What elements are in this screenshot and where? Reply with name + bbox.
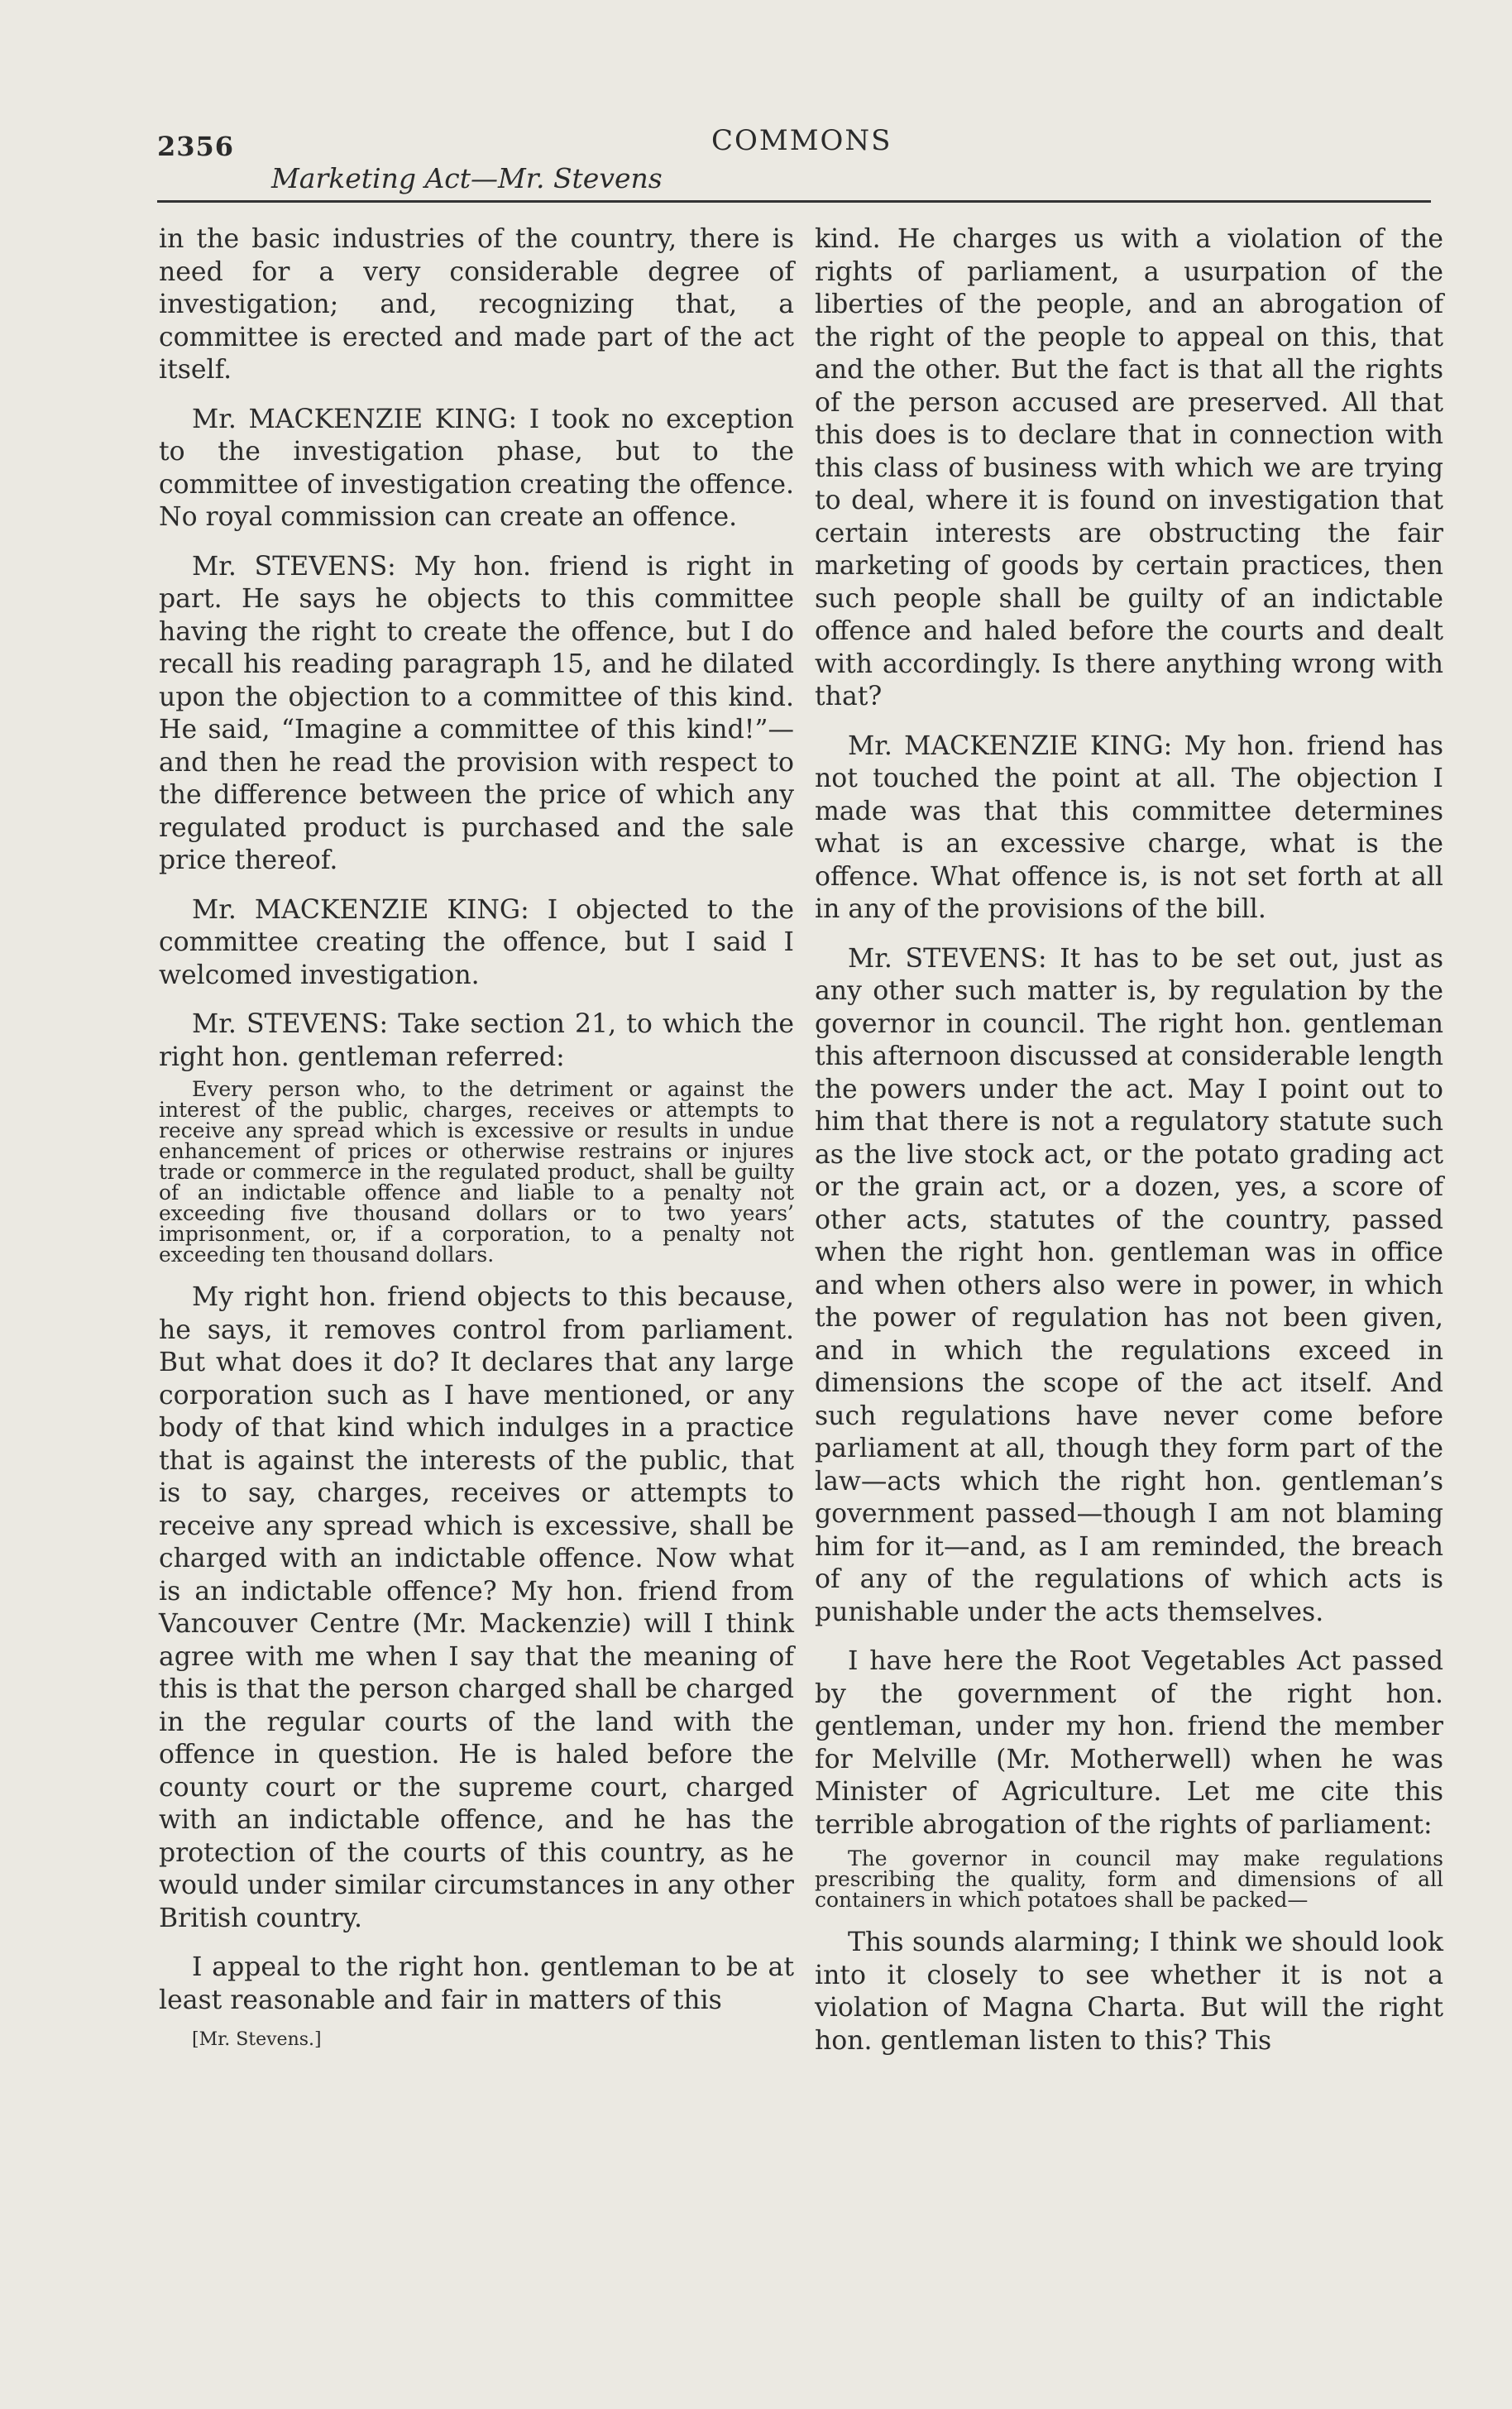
- speech-paragraph: Mr. STEVENS: It has to be set out, just as any other such matter is, by regulation by the governor in council. The right hon. gentleman this afternoon discussed at considerable length the powers under the act. May I point out to him that there is not a regulatory statute such as the live stock act, or the potato grading act or the grain act, or a dozen, yes, a score of other acts, statutes of the country, passed when the right hon. gentleman was in office and when others also were in power, in which the power of regulation has not been given, and in which the regulations exceed in dimensions the scope of the act itself. And such regulations have never come before parliament at all, though they form part of the law—acts which the right hon. gentleman’s government passed—though I am not blaming him for it—and, as I am reminded, the breach of any of the regulations of which acts is punishable under the acts themselves.: [815, 943, 1443, 1627]
- paragraph: My right hon. friend objects to this because, he says, it removes control from parliament. But what does it do? It declares that any large corporation such as I have mentioned, or any body of that kind which indulges in a practice that is against the interests of the public, that is to say, charges, receives or attempts to receive any spread which is excessive, shall be charged with an indictable offence. Now what is an indictable offence? My hon. friend from Vancouver Centre (Mr. Mackenzie) will I think agree with me when I say that the meaning of this is that the person charged shall be charged in the regular courts of the land with the offence in question. He is haled before the county court or the supreme court, charged with an indictable offence, and he has the protection of the courts of this country, as he would under similar circumstances in any other British country.: [159, 1282, 794, 1933]
- paragraph: in the basic industries of the country, there is need for a very considerable degree of investigation; and, recognizing that, a committee is erected and made part of the act itself.: [159, 224, 794, 385]
- paragraph: This sounds alarming; I think we should look into it closely to see whether it is not a violation of Magna Charta. But will the right hon. gentleman listen to this? This: [815, 1928, 1443, 2056]
- left-column: [159, 223, 794, 2068]
- page-number: 2356: [157, 131, 235, 162]
- quoted-statute: Every person who, to the detriment or against the interest of the public, charges, receives or attempts to receive any spread which is excessive or results in undue enhancement of prices or otherwise restrains or injures trade or commerce in the regulated product, shall be guilty of an indictable offence and liable to a penalty not exceeding five thousand dollars or to two years’ imprisonment, or, if a corporation, to a penalty not exceeding ten thousand dollars.: [159, 1077, 794, 1267]
- speech-paragraph: Mr. MACKENZIE KING: I took no exception to the investigation phase, but to the committee of investigation creating the offence. No royal commission can create an offence.: [159, 404, 794, 532]
- speech-paragraph: Mr. MACKENZIE KING: My hon. friend has not touched the point at all. The objection I made was that this committee determines what is an excessive charge, what is the offence. What offence is, is not set forth at all in any of the provisions of the bill.: [815, 730, 1443, 924]
- right-column: [815, 223, 1443, 2074]
- quoted-statute: The governor in council may make regulations prescribing the quality, form and dimensions of all containers in which potatoes shall be packed—: [815, 1846, 1443, 1912]
- paragraph: kind. He charges us with a violation of the rights of parliament, a usurpation of the liberties of the people, and an abrogation of the right of the people to appeal on this, that and the other. But the fact is that all the rights of the person accused are preserved. All that this does is to declare that in connection with this class of business with which we are trying to deal, where it is found on investigation that certain interests are obstructing the fair marketing of goods by certain practices, then such people shall be guilty of an indictable offence and haled before the courts and dealt with accordingly. Is there anything wrong with that?: [815, 224, 1443, 711]
- running-head: COMMONS: [711, 124, 892, 157]
- speech-paragraph: Mr. STEVENS: My hon. friend is right in part. He says he objects to this committee having the right to create the offence, but I do recall his reading paragraph 15, and he dilated upon the objection to a committee of this kind. He said, “Imagine a committee of this kind!”—and then he read the provision with respect to the difference between the price of which any regulated product is purchased and the sale price thereof.: [159, 551, 794, 875]
- paragraph: I have here the Root Vegetables Act passed by the government of the right hon. gentleman, under my hon. friend the member for Melville (Mr. Motherwell) when he was Minister of Agriculture. Let me cite this terrible abrogation of the rights of parliament:: [815, 1646, 1443, 1840]
- header-rule: [157, 200, 1431, 203]
- speaker-footnote: [Mr. Stevens.]: [192, 2029, 322, 2050]
- paragraph: I appeal to the right hon. gentleman to be at least reasonable and fair in matters of this: [159, 1952, 794, 2015]
- section-title: Marketing Act—Mr. Stevens: [271, 162, 663, 194]
- speech-paragraph: Mr. STEVENS: Take section 21, to which the right hon. gentleman referred:: [159, 1009, 794, 1072]
- speech-paragraph: Mr. MACKENZIE KING: I objected to the committee creating the offence, but I said I welcomed investigation.: [159, 894, 794, 990]
